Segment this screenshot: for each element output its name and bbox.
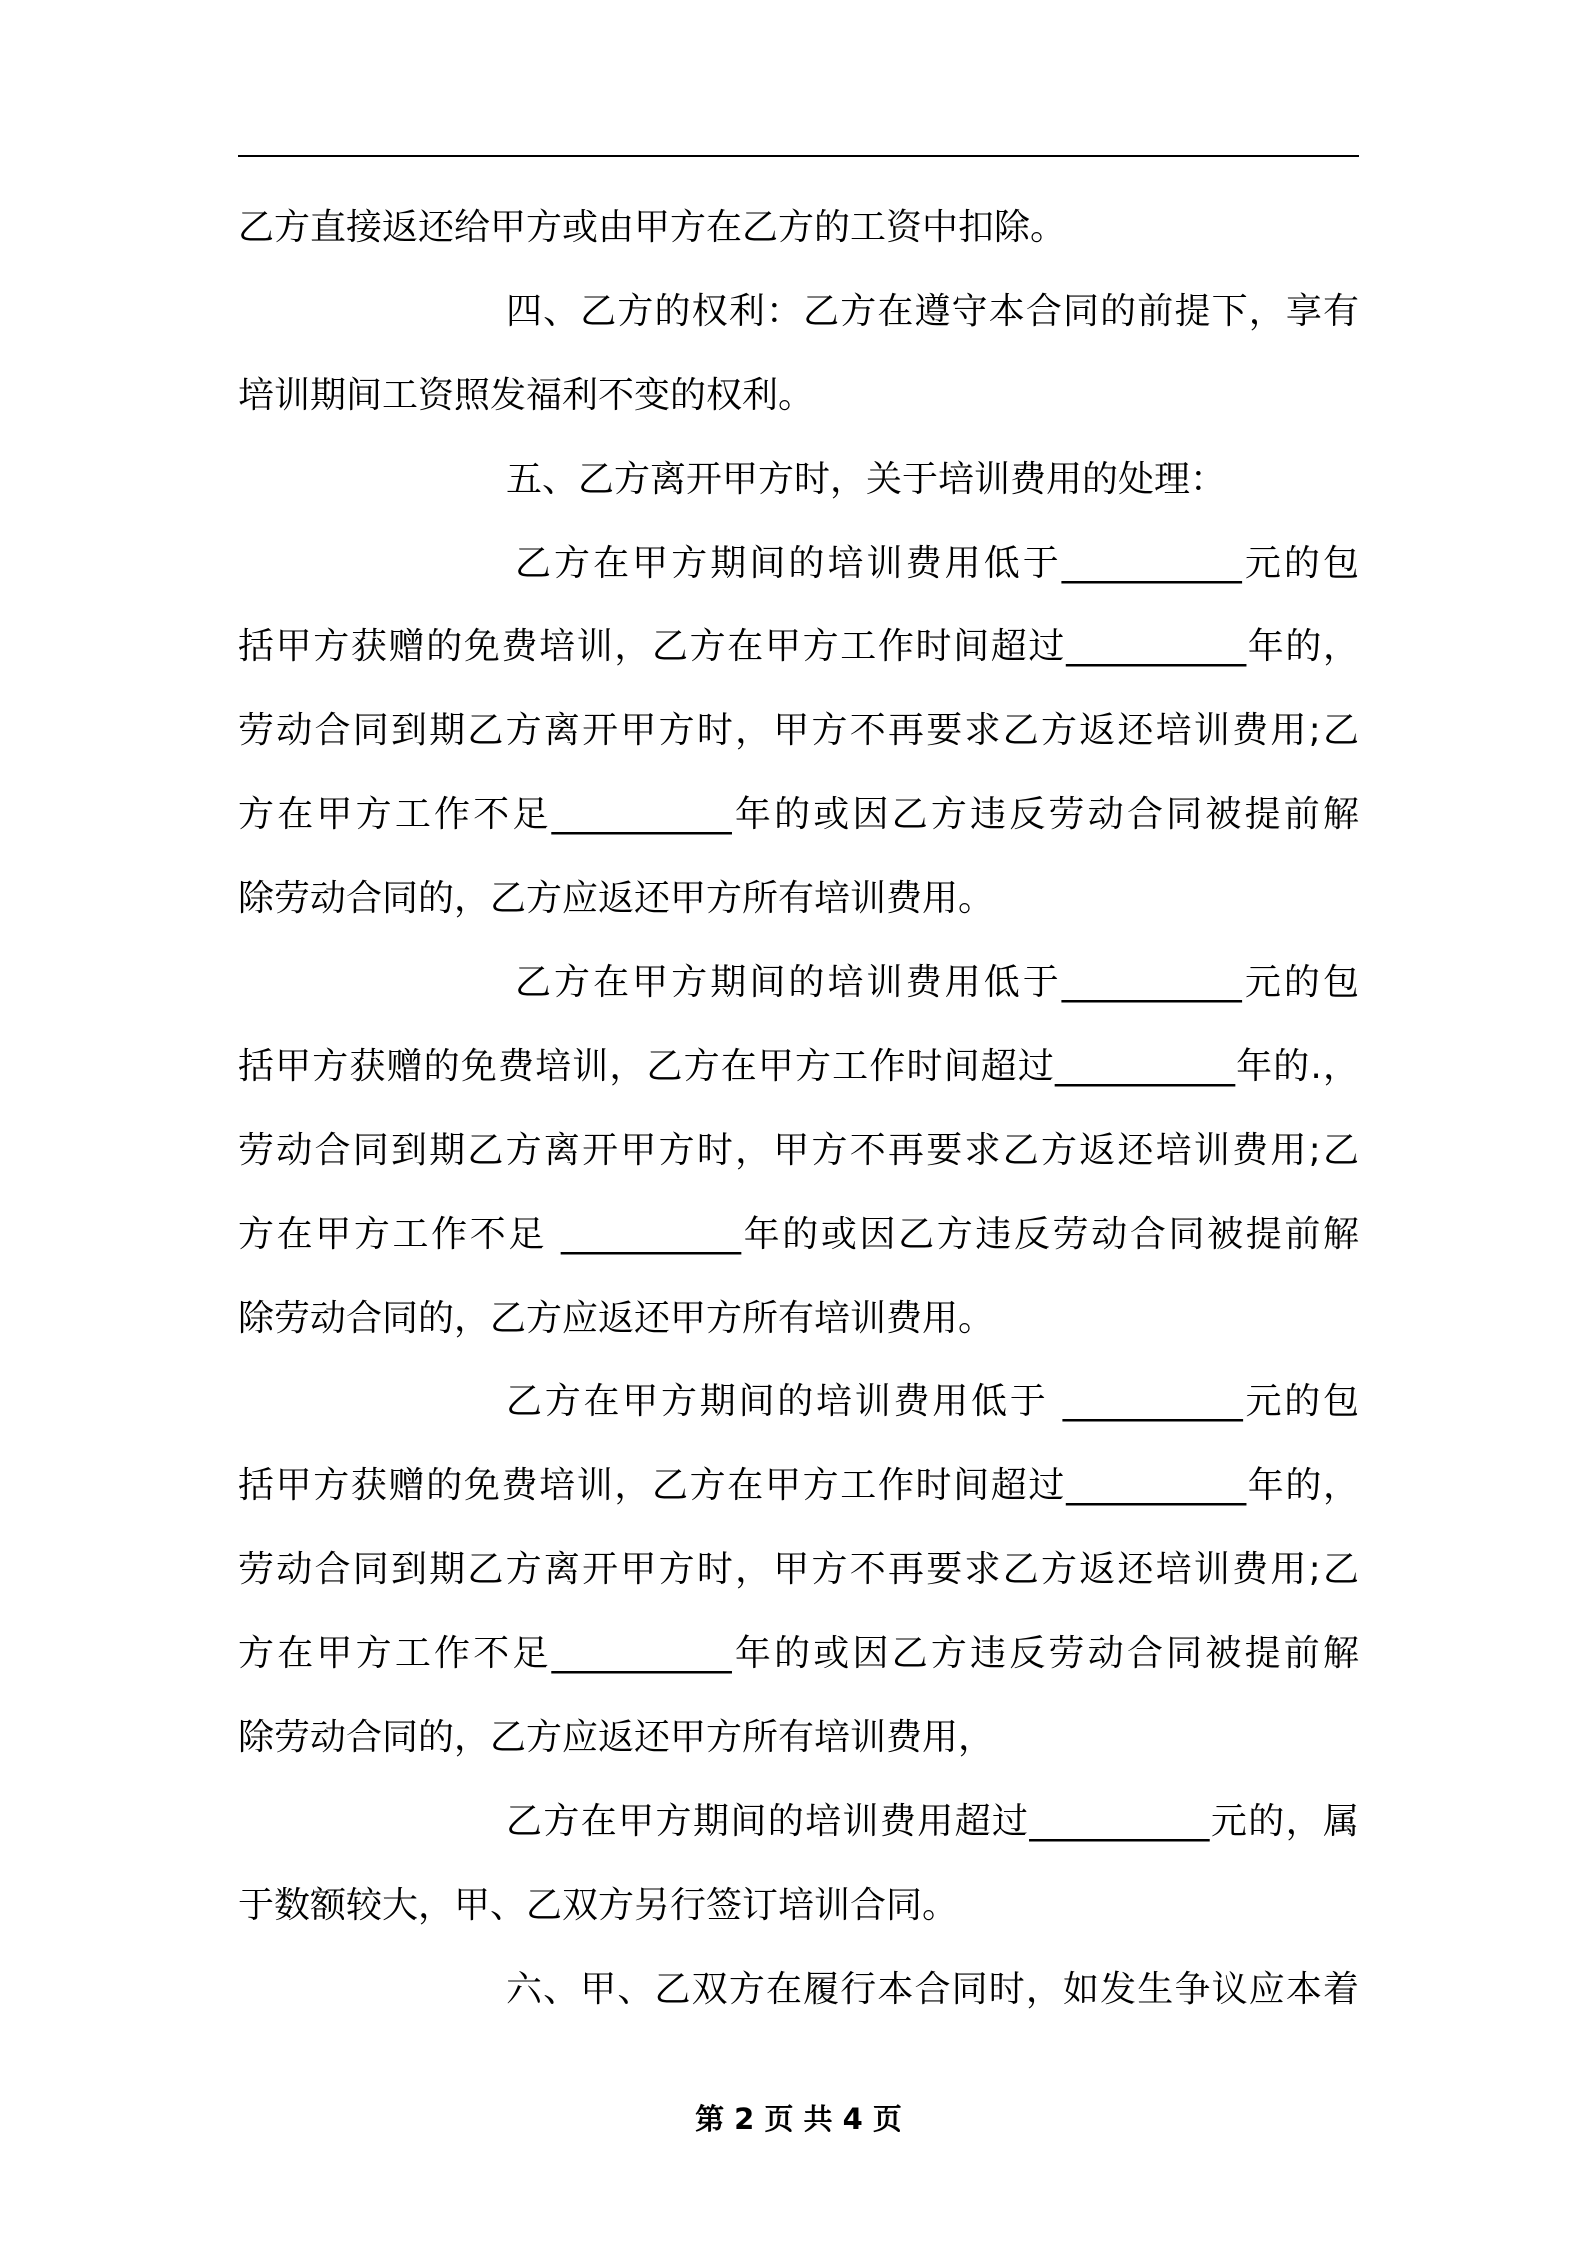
text-line: 六、甲、乙双方在履行本合同时，如发生争议应本着 — [506, 1968, 1359, 2010]
document-body — [238, 186, 1359, 2032]
text-line: 于数额较大，甲、乙双方另行签订培训合同。 — [238, 1884, 959, 1926]
text-line: 除劳动合同的，乙方应返还甲方所有培训费用， — [238, 1717, 995, 1759]
header-rule — [238, 155, 1359, 157]
paragraph — [238, 941, 1359, 1360]
paragraph-rights — [238, 270, 1359, 438]
text-line: 五、乙方离开甲方时，关于培训费用的处理： — [506, 458, 1227, 500]
text-line: 四、乙方的权利：乙方在遵守本合同的前提下，享有 — [506, 290, 1359, 332]
text-line: 劳动合同到期乙方离开甲方时，甲方不再要求乙方返还培训费用;乙 — [238, 710, 1359, 752]
paragraph — [238, 186, 1359, 270]
text-line: 括甲方获赠的免费培训，乙方在甲方工作时间超过__________年的.， — [238, 1045, 1359, 1087]
text-line: 乙方在甲方期间的培训费用超过__________元的，属 — [506, 1800, 1359, 1842]
paragraph — [238, 1360, 1359, 1779]
text-line: 除劳动合同的，乙方应返还甲方所有培训费用。 — [238, 878, 995, 920]
text-line: 劳动合同到期乙方离开甲方时，甲方不再要求乙方返还培训费用;乙 — [238, 1129, 1359, 1171]
text-line: 乙方在甲方期间的培训费用低于__________元的包 — [515, 962, 1359, 1004]
page-number: 第 2 页 共 4 页 — [695, 2102, 902, 2136]
text-line: 劳动合同到期乙方离开甲方时，甲方不再要求乙方返还培训费用;乙 — [238, 1549, 1359, 1591]
text-line: 培训期间工资照发福利不变的权利。 — [238, 374, 815, 416]
text-line: 乙方在甲方期间的培训费用低于__________元的包 — [515, 542, 1359, 584]
text-line: 方在甲方工作不足__________年的或因乙方违反劳动合同被提前解 — [238, 794, 1359, 836]
paragraph-heading-six — [238, 1948, 1359, 2032]
text-line: 乙方直接返还给甲方或由甲方在乙方的工资中扣除。 — [238, 207, 1067, 248]
paragraph — [238, 522, 1359, 941]
text-line: 括甲方获赠的免费培训，乙方在甲方工作时间超过__________年的， — [238, 1465, 1359, 1507]
text-line: 方在甲方工作不足 __________年的或因乙方违反劳动合同被提前解 — [238, 1213, 1359, 1255]
text-line: 方在甲方工作不足__________年的或因乙方违反劳动合同被提前解 — [238, 1633, 1359, 1675]
text-line: 乙方在甲方期间的培训费用低于 __________元的包 — [506, 1381, 1359, 1423]
text-line: 除劳动合同的，乙方应返还甲方所有培训费用。 — [238, 1297, 995, 1339]
paragraph-heading-five — [238, 438, 1359, 522]
text-line: 括甲方获赠的免费培训，乙方在甲方工作时间超过__________年的， — [238, 626, 1359, 668]
paragraph — [238, 1780, 1359, 1948]
